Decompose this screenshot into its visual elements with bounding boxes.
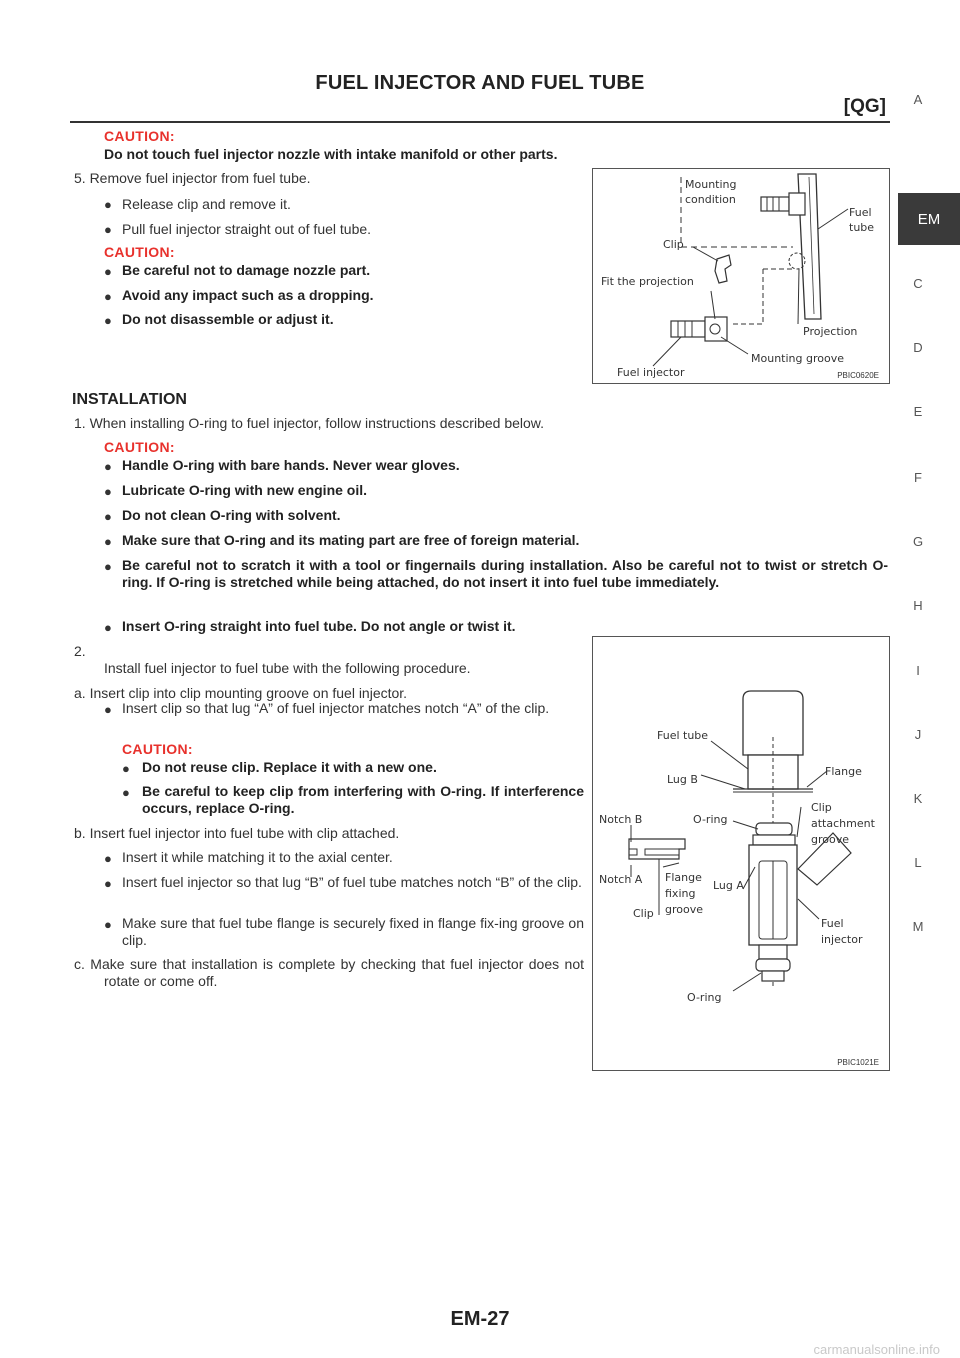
- label-groove: groove: [811, 833, 850, 846]
- label-projection: Projection: [803, 325, 858, 338]
- tab-e[interactable]: E: [913, 404, 923, 419]
- bullet-icon: ●: [104, 222, 112, 237]
- tab-j[interactable]: J: [914, 727, 922, 742]
- tab-a[interactable]: A: [913, 92, 923, 107]
- bullet-icon: ●: [104, 534, 112, 549]
- install-caution: Insert O-ring straight into fuel tube. Do not angle or twist it.: [122, 618, 516, 634]
- bullet-icon: ●: [104, 620, 112, 635]
- install-step-2-text: Install fuel injector to fuel tube with the following procedure.: [104, 660, 471, 676]
- tab-c[interactable]: C: [913, 276, 923, 291]
- figure-injector-removal: [592, 168, 890, 384]
- page-title: FUEL INJECTOR AND FUEL TUBE: [315, 72, 645, 94]
- install-caution: Do not clean O-ring with solvent.: [122, 507, 341, 523]
- section-heading: INSTALLATION: [72, 391, 187, 408]
- install-step-a-caution: Do not reuse clip. Replace it with a new one.: [142, 759, 437, 775]
- label-mounting: Mounting: [685, 178, 737, 191]
- step-5-caution: Be careful not to damage nozzle part.: [122, 262, 371, 278]
- label-notch-b: Notch B: [599, 813, 643, 826]
- label-clip: Clip: [663, 238, 684, 251]
- tab-l[interactable]: L: [914, 855, 922, 870]
- install-step-b-bullet: Make sure that fuel tube flange is securely fixed in flange fix-ing groove on clip.: [122, 915, 584, 948]
- caution-label: CAUTION:: [122, 741, 193, 757]
- step-5-caution: Avoid any impact such as a dropping.: [122, 287, 374, 303]
- figure-injector-installation: [592, 636, 890, 1071]
- label-o-ring-lower: O-ring: [687, 991, 722, 1004]
- install-step-a-bullet: Insert clip so that lug “A” of fuel injector matches notch “A” of the clip.: [122, 700, 550, 716]
- tab-em[interactable]: EM: [898, 193, 960, 245]
- install-step-b-bullet: Insert fuel injector so that lug “B” of fuel tube matches notch “B” of the clip.: [122, 874, 582, 890]
- step-5-bullet: Release clip and remove it.: [122, 196, 291, 212]
- tab-h[interactable]: H: [913, 598, 923, 613]
- install-caution: Make sure that O-ring and its mating part are free of foreign material.: [122, 532, 580, 548]
- install-step-b: b. Insert fuel injector into fuel tube with clip attached.: [74, 825, 400, 841]
- label-fuel: Fuel: [821, 917, 844, 930]
- label-notch-a: Notch A: [599, 873, 643, 886]
- injector-removal-diagram: [593, 169, 889, 383]
- install-caution: Be careful not to scratch it with a tool or fingernails during installation. Also be careful not to twist or stretch O-ring. If O-ring is stretched while being attached, do not insert it into fuel tube immediately.: [122, 557, 888, 590]
- install-step-1: 1. When installing O-ring to fuel injector, follow instructions described below.: [74, 415, 545, 431]
- bullet-icon: ●: [104, 459, 112, 474]
- label-lug-a: Lug A: [713, 879, 744, 892]
- label-injector: injector: [821, 933, 863, 946]
- injector-installation-diagram: [593, 637, 889, 1070]
- label-flange: Flange: [825, 765, 862, 778]
- bullet-icon: ●: [122, 761, 130, 776]
- page-number: EM-27: [450, 1308, 510, 1330]
- label-attachment: attachment: [811, 817, 875, 830]
- bullet-icon: ●: [122, 785, 130, 800]
- label-condition: condition: [685, 193, 736, 206]
- label-fit-projection: Fit the projection: [601, 275, 694, 288]
- install-step-a-caution: Be careful to keep clip from interfering with O-ring. If interference occurs, replace O-ring.: [142, 783, 584, 816]
- install-step-2-number: 2.: [74, 643, 86, 659]
- watermark: carmanualsonline.info: [813, 1342, 940, 1357]
- bullet-icon: ●: [104, 702, 112, 717]
- install-step-a: a. Insert clip into clip mounting groove on fuel injector.: [74, 685, 408, 701]
- bullet-icon: ●: [104, 876, 112, 891]
- label-flange-fixing: Flange: [665, 871, 702, 884]
- label-lug-b: Lug B: [667, 773, 698, 786]
- tab-i[interactable]: I: [916, 663, 920, 678]
- tab-d[interactable]: D: [913, 340, 923, 355]
- caution-label: CAUTION:: [104, 439, 175, 455]
- install-step-b-bullet: Insert it while matching it to the axial center.: [122, 849, 393, 865]
- bullet-icon: ●: [104, 559, 112, 574]
- section-code: [QG]: [843, 96, 886, 117]
- step-5-caution: Do not disassemble or adjust it.: [122, 311, 334, 327]
- bullet-icon: ●: [104, 264, 112, 279]
- label-clip: Clip: [633, 907, 654, 920]
- label-o-ring: O-ring: [693, 813, 728, 826]
- figure-code: PBIC0620E: [837, 371, 879, 380]
- label-mounting-groove: Mounting groove: [751, 352, 844, 365]
- caution-label: CAUTION:: [104, 128, 175, 144]
- bullet-icon: ●: [104, 313, 112, 328]
- figure-code: PBIC1021E: [837, 1058, 879, 1067]
- bullet-icon: ●: [104, 289, 112, 304]
- label-clip-attachment: Clip: [811, 801, 832, 814]
- label-fuel-tube: Fuel tube: [657, 729, 709, 742]
- label-flange-groove: groove: [665, 903, 704, 916]
- bullet-icon: ●: [104, 851, 112, 866]
- bullet-icon: ●: [104, 917, 112, 932]
- label-fuel-injector: Fuel injector: [617, 366, 685, 379]
- label-fixing: fixing: [665, 887, 696, 900]
- tab-g[interactable]: G: [912, 534, 924, 549]
- install-caution: Lubricate O-ring with new engine oil.: [122, 482, 368, 498]
- header-rule: [70, 121, 890, 123]
- bullet-icon: ●: [104, 197, 112, 212]
- label-fuel: Fuel: [849, 206, 872, 219]
- tab-m[interactable]: M: [912, 919, 924, 934]
- bullet-icon: ●: [104, 509, 112, 524]
- label-tube: tube: [849, 221, 875, 234]
- step-5-text: 5. Remove fuel injector from fuel tube.: [74, 170, 311, 186]
- install-step-c: c. Make sure that installation is complete by checking that fuel injector does not rotate or come off.: [74, 956, 584, 989]
- step-5-bullet: Pull fuel injector straight out of fuel tube.: [122, 221, 372, 237]
- tab-k[interactable]: K: [913, 791, 923, 806]
- install-caution: Handle O-ring with bare hands. Never wear gloves.: [122, 457, 460, 473]
- tab-f[interactable]: F: [914, 470, 922, 485]
- caution-label: CAUTION:: [104, 244, 175, 260]
- bullet-icon: ●: [104, 484, 112, 499]
- caution-text: Do not touch fuel injector nozzle with intake manifold or other parts.: [104, 146, 558, 162]
